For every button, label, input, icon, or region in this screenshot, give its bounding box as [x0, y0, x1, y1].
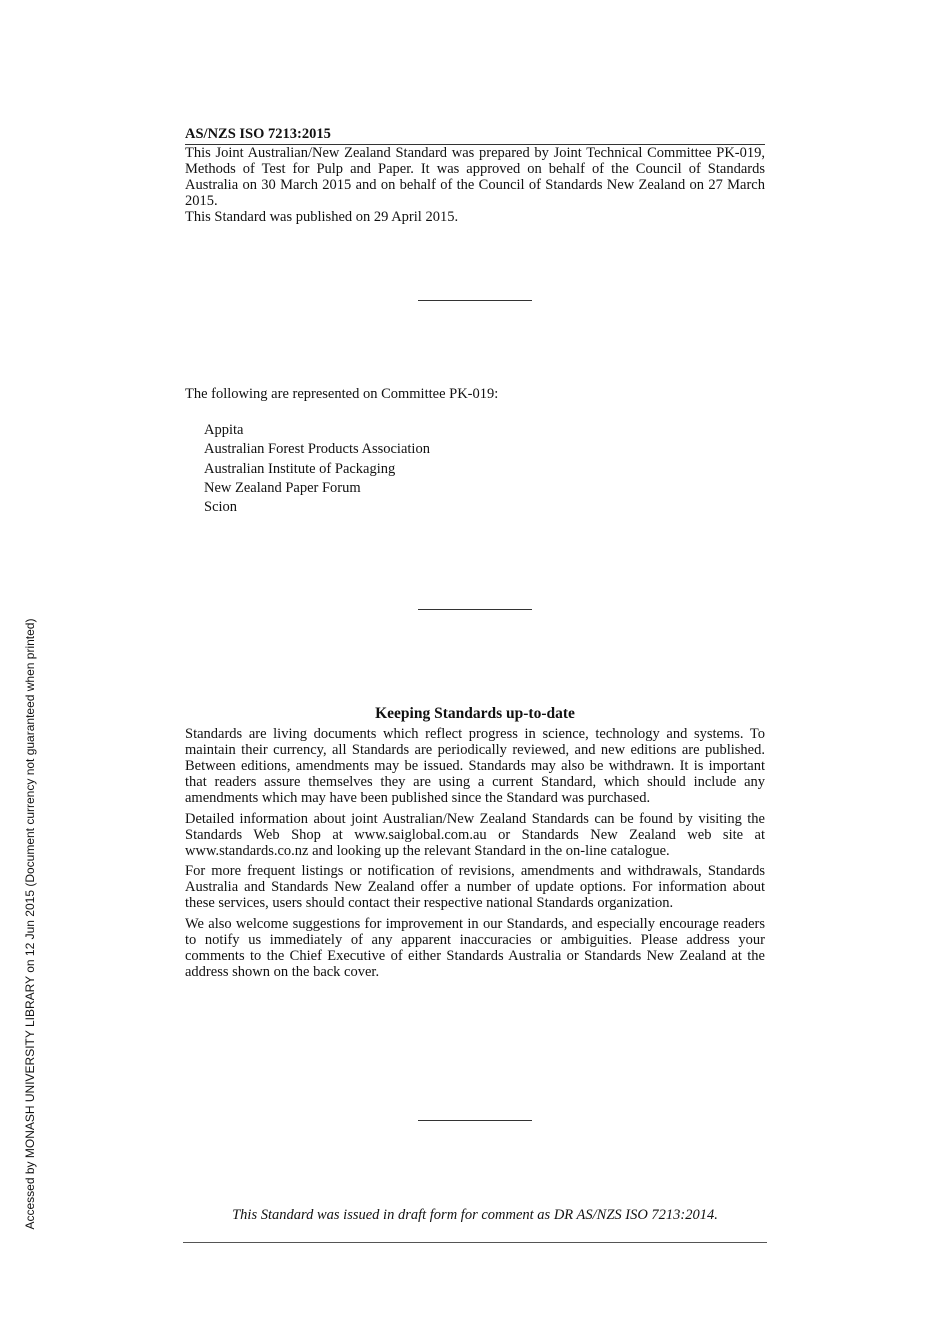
preparation-block	[185, 145, 765, 225]
section-divider-rule	[418, 300, 532, 301]
keeping-standards-paragraph: Standards are living documents which reflect progress in science, technology and systems. To maintain their currency, all Standards are periodically reviewed, and new editions are published. Between editions, amendments may be issued. Standards may also be withdrawn. It is important that readers assure themselves they are using a current Standard, which should include any amendments which may have been published since the Standard was purchased.	[185, 726, 765, 806]
committee-member-list	[204, 421, 430, 517]
section-divider-rule	[418, 609, 532, 610]
keeping-standards-paragraph: We also welcome suggestions for improvement in our Standards, and especially encourage readers to notify us immediately of any apparent inaccuracies or ambiguities. Please address your comments to the Chief Executive of either Standards Australia or Standards New Zealand at the address shown on the back cover.	[185, 915, 765, 980]
footer-rule	[183, 1242, 767, 1243]
publication-date-line: This Standard was published on 29 April 2015.	[185, 209, 459, 225]
keeping-standards-paragraph: Detailed information about joint Australian/New Zealand Standards can be found by visiting the Standards Web Shop at www.saiglobal.com.au or Standards New Zealand web site at www.standards.co.nz and looking up the relevant Standard in the on-line catalogue.	[185, 810, 765, 859]
committee-member: Appita	[204, 422, 244, 438]
preparation-paragraph: This Joint Australian/New Zealand Standard was prepared by Joint Technical Committee PK-019, Methods of Test for Pulp and Paper. It was approved on behalf of the Council of Standards Australia on 30 March 2015 and on behalf of the Council of Standards New Zealand on 27 March 2015.	[185, 145, 765, 209]
committee-member: New Zealand Paper Forum	[204, 479, 361, 496]
keeping-standards-paragraph: For more frequent listings or notification of revisions, amendments and withdrawals, Standards Australia and Standards New Zealand offer a number of update options. For information about these services, users should contact their respective national Standards organization.	[185, 863, 765, 911]
committee-member: Scion	[204, 499, 238, 516]
access-watermark: Accessed by MONASH UNIVERSITY LIBRARY on 12 Jun 2015 (Document currency not guaranteed when printed)	[23, 618, 37, 1230]
keeping-standards-heading: Keeping Standards up-to-date	[375, 705, 575, 722]
standard-code-heading: AS/NZS ISO 7213:2015	[185, 126, 765, 145]
committee-member: Australian Institute of Packaging	[204, 460, 396, 477]
committee-intro: The following are represented on Committee PK-019:	[185, 386, 499, 402]
keeping-standards-body	[185, 726, 765, 984]
section-divider-rule	[418, 1120, 532, 1121]
committee-member: Australian Forest Products Association	[204, 441, 430, 458]
draft-form-note: This Standard was issued in draft form for comment as DR AS/NZS ISO 7213:2014.	[232, 1207, 718, 1223]
